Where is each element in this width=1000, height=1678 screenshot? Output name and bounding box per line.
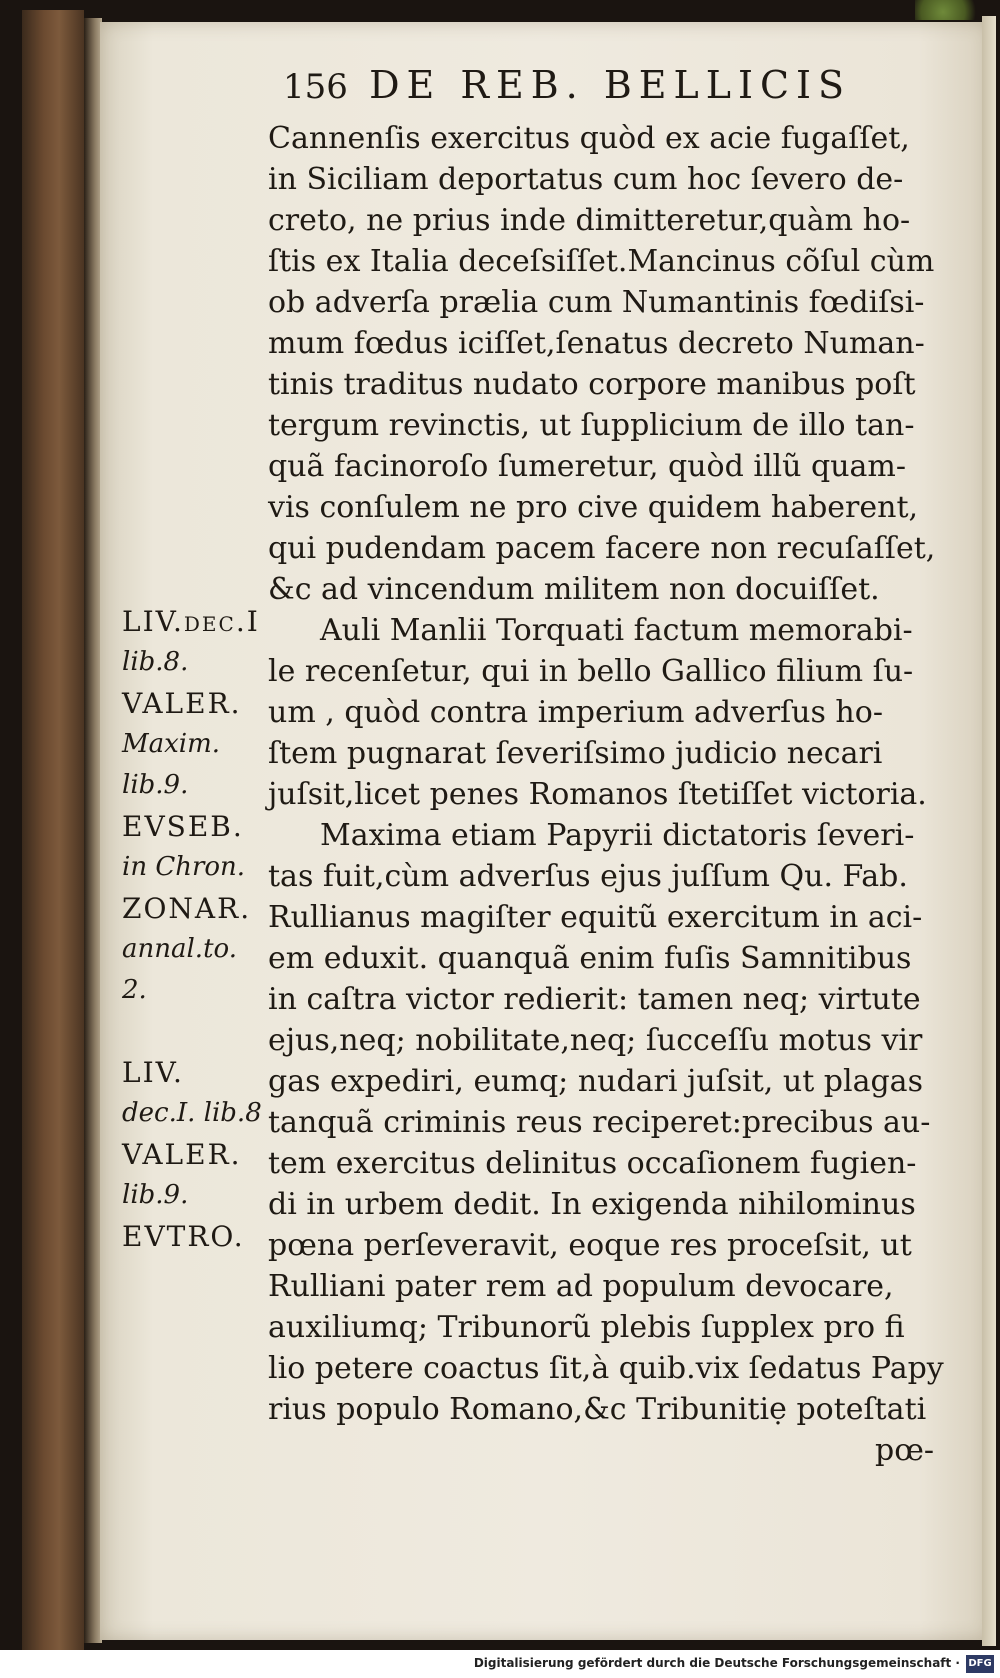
footer-credit: Digitalisierung gefördert durch die Deutsche Forschungsgemeinschaft ·: [473, 1656, 960, 1670]
text-line: tanquã criminis reus reciperet:precibus au-: [268, 1105, 931, 1140]
text-line: em eduxit. quanquã enim fuſis Samnitibus: [268, 941, 912, 976]
footer-bar: [0, 1652, 1000, 1678]
catchword: pœ-: [875, 1433, 935, 1468]
text-line: vis conſulem ne pro cive quidem haberent,: [268, 490, 919, 525]
text-line: Cannenſis exercitus quòd ex acie fugaſſet,: [268, 121, 910, 156]
margin-note: VALER.: [122, 687, 242, 720]
text-line: tas fuit,cùm adverſus ejus juſſum Qu. Fab.: [268, 859, 908, 894]
text-line: le recenſetur, qui in bello Gallico filium ſu-: [268, 654, 914, 689]
text-line: auxiliumq; Tribunorũ plebis ſupplex pro fi: [268, 1310, 905, 1345]
text-line: creto, ne prius inde dimitteretur,quàm ho-: [268, 203, 911, 238]
text-line: lio petere coactus ſit,à quib.vix ſedatus Papy: [268, 1351, 944, 1386]
margin-note: LIV.: [122, 1056, 184, 1089]
margin-note: VALER.: [122, 1138, 242, 1171]
margin-note: lib.9.: [122, 1180, 189, 1210]
text-line: ſtis ex Italia deceſsiſſet.Mancinus cõſul cùm: [268, 244, 935, 279]
text-line: pœna perſeveravit, eoque res proceſsit, ut: [268, 1228, 912, 1263]
text-line: um , quòd contra imperium adverſus ho-: [268, 695, 883, 730]
text-line: tinis traditus nudato corpore manibus poſt: [268, 367, 916, 402]
margin-note: lib.8.: [122, 647, 189, 677]
page-number: 156: [283, 67, 348, 107]
text-line: Rullianus magiſter equitũ exercitum in aci-: [268, 900, 923, 935]
margin-note: in Chron.: [122, 852, 246, 882]
text-line: rius populo Romano,&c Tribunitiẹ poteſtati: [268, 1392, 927, 1427]
text-line: mum fœdus iciſſet,ſenatus decreto Numan-: [268, 326, 925, 361]
page-fore-edge: [982, 16, 996, 1646]
text-line: tem exercitus delinitus occaſionem fugien-: [268, 1146, 917, 1181]
text-line: ejus,neq; nobilitate,neq; ſucceſſu motus vir: [268, 1023, 923, 1058]
margin-note: LIV.dec.I: [122, 605, 260, 638]
margin-note: 2.: [122, 975, 147, 1005]
text-line: ſtem pugnarat ſeveriſsimo judicio necari: [268, 736, 883, 771]
margin-note: lib.9.: [122, 770, 189, 800]
text-line: juſsit,licet penes Romanos ſtetiſſet victoria.: [268, 777, 927, 812]
text-line: ob adverſa prælia cum Numantinis fœdiſsi-: [268, 285, 925, 320]
paragraph-start-line: Auli Manlii Torquati factum memorabi-: [320, 613, 913, 648]
text-line: &c ad vincendum militem non docuiſſet.: [268, 572, 880, 607]
text-line: tergum revinctis, ut ſupplicium de illo tan-: [268, 408, 915, 443]
text-line: in caſtra victor redierit: tamen neq; virtute: [268, 982, 921, 1017]
margin-note: ZONAR.: [122, 892, 252, 925]
body-text: [268, 118, 958, 1430]
margin-note: annal.to.: [122, 934, 237, 964]
text-line: di in urbem dedit. In exigenda nihilominus: [268, 1187, 916, 1222]
running-head: DE REB. BELLICIS: [369, 63, 852, 107]
dfg-logo: DFG: [966, 1655, 994, 1673]
binding-board: [22, 10, 84, 1650]
text-line: quã facinoroſo ſumeretur, quòd illũ quam-: [268, 449, 906, 484]
paragraph-start-line: Maxima etiam Papyrii dictatoris ſeveri-: [320, 818, 915, 853]
margin-note: Maxim.: [122, 729, 221, 759]
text-line: Rulliani pater rem ad populum devocare,: [268, 1269, 894, 1304]
margin-note: EVTRO.: [122, 1220, 245, 1253]
margin-note: EVSEB.: [122, 810, 244, 843]
text-line: gas expediri, eumq; nudari juſsit, ut plagas: [268, 1064, 923, 1099]
text-line: qui pudendam pacem facere non recuſaſſet,: [268, 531, 936, 566]
marginal-notes: [122, 601, 272, 1257]
page-headline: [283, 60, 923, 110]
margin-note-spacer: [122, 1011, 272, 1052]
margin-note: dec.I. lib.8: [122, 1098, 262, 1128]
text-line: in Siciliam deportatus cum hoc ſevero de-: [268, 162, 904, 197]
corner-decoration: [915, 0, 985, 20]
